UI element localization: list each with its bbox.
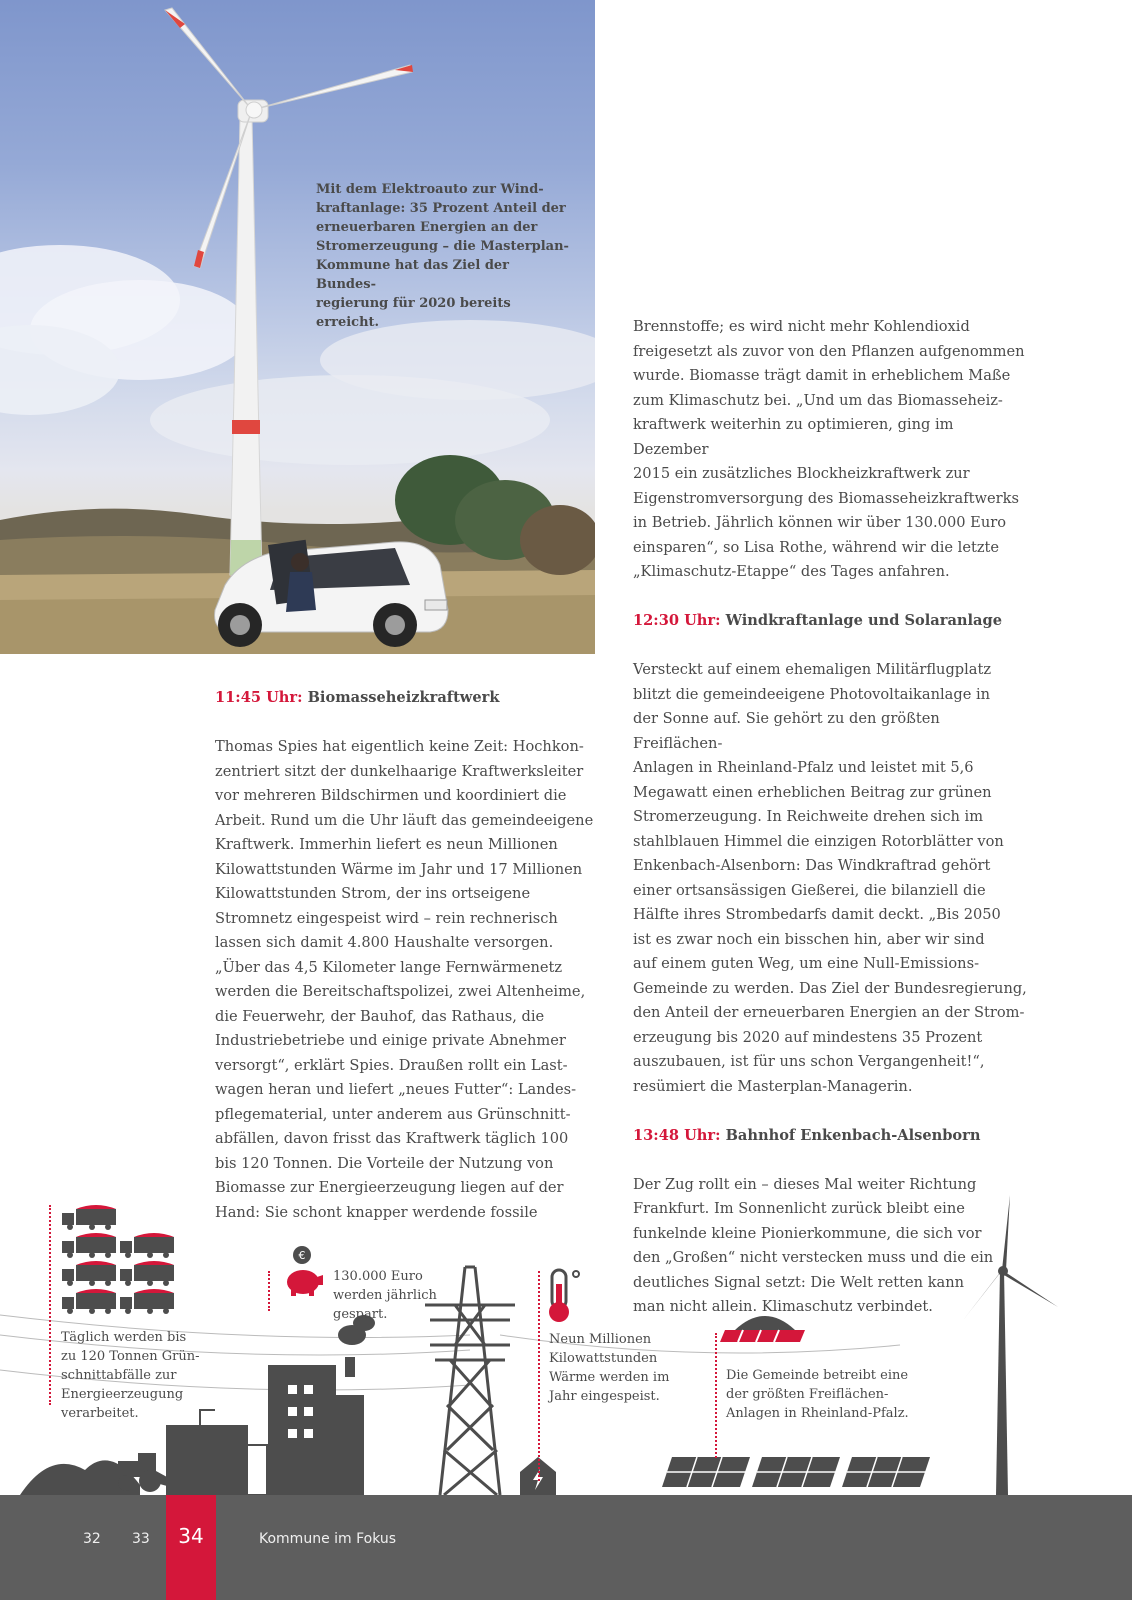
heading-title: Windkraftanlage und Solaranlage [720,612,1003,629]
thermometer-icon [549,1270,579,1322]
right-column [633,315,1033,1320]
section-heading-wind-solar [633,609,1033,634]
savings-label: 130.000 Euro werden jährlich gespart. [333,1269,437,1322]
heading-time: 11:45 Uhr: [215,689,303,706]
section-heading-biomass [215,686,605,711]
page-number-link[interactable]: 33 [132,1531,150,1547]
current-page-number: 34 [166,1495,216,1600]
biomass-body: Thomas Spies hat eigentlich keine Zeit: Hochkon- zentriert sitzt der dunkelhaarige Kraftwerksleiter vor mehreren Bildschirmen und koordiniert die Arbeit. Rund um die Uhr läuft das gemeindeeigene Kraftwerk. Immerhin liefert es neun Millionen Kilowattstunden Wärme im Jahr und 17 Millionen Kilowattstunden Strom, der ins ortseigene Stromnetz eingespeist wird – rein rechnerisch lassen sich damit 4.800 Haushalte versorgen. „Über das 4,5 Kilometer lange Fernwärmenetz werden die Bereitschaftspolizei, zwei Altenheime, die Feuerwehr, der Bauhof, das Rathaus, die Industriebetriebe und einige private Abnehmer versorgt“, erklärt Spies. Draußen rollt ein Last- wagen heran und liefert „neues Futter“: Landes- pflegematerial, unter anderem aus Grünschnitt- abfällen, davon frisst das Kraftwerk täglich 100 bis 120 Tonnen. Die Vorteile der Nutzung von Biomasse zur Energieerzeugung liegen auf der Hand: Sie schont knapper werdende fossile [215,738,594,1221]
hero-photo [0,0,595,654]
page-footer [0,1495,1132,1600]
section-heading-station [633,1124,1033,1149]
dotted-leader [268,1271,270,1311]
infographic [0,1195,1132,1495]
heading-title: Biomasseheizkraftwerk [302,689,500,706]
piggy-bank-icon [287,1246,323,1296]
dotted-leader [49,1205,51,1405]
page-number-link[interactable]: 32 [83,1531,101,1547]
section-title: Kommune im Fokus [259,1531,397,1547]
heading-time: 12:30 Uhr: [633,612,721,629]
station-body: Der Zug rollt ein – dieses Mal weiter Richtung Frankfurt. Im Sonnenlicht zurück bleibt eine funkelnde kleine Pionierkommune, die sich vor den „Großen“ nicht verstecken muss und die ein deutliches Signal setzt: Die Welt retten kann man nicht allein. Klimaschutz verbindet. [633,1175,994,1315]
solar-label: Die Gemeinde betreibt eine der größten Freiflächen- Anlagen in Rheinland-Pfalz. [726,1368,909,1421]
solar-panel-icons [662,1457,930,1487]
wind-solar-body: Versteckt auf einem ehemaligen Militärflugplatz blitzt die gemeindeeigene Photovoltaikanlage in der Sonne auf. Sie gehört zu den größten Freiflächen- Anlagen in Rheinland-Pfalz und leistet mit 5,6 Megawatt einen erheblichen Beitrag zur grünen Stromerzeugung. In Reichweite drehen sich im stahlblauen Himmel die einzigen Rotorblätter von Enkenbach-Alsenborn: Das Windkraftrad gehört einer ortsansässigen Gießerei, die bilanziell die Hälfte ihres Strombedarfs damit deckt. „Bis 2050 ist es zwar noch ein bisschen hin, aber wir sind auf einem guten Weg, um eine Null-Emissions- Gemeinde zu werden. Das Ziel der Bundesregierung, den Anteil der erneuerbaren Energien an der Strom- erzeugung bis 2020 auf mindestens 35 Prozent auszubauen, ist für uns schon Vergangenheit!“, resümiert die Masterplan-Managerin. [633,661,1027,1095]
truck-icons [62,1205,174,1314]
left-column [215,686,605,1225]
heading-title: Bahnhof Enkenbach-Alsenborn [720,1126,981,1144]
solar-hill-icon [720,1316,805,1342]
dotted-leader [538,1271,540,1481]
heat-label: Neun Millionen Kilowattstunden Wärme werden im Jahr eingespeist. [549,1332,670,1404]
intro-body: Brennstoffe; es wird nicht mehr Kohlendioxid freigesetzt als zuvor von den Pflanzen aufgenommen wurde. Biomasse trägt damit in erheblichem Maße zum Klimaschutz bei. „Und um das Biomasseheiz- kraftwerk weiterhin zu optimieren, ging im Dezember 2015 ein zusätzliches Blockheizkraftwerk zur Eigenstromversorgung des Biomasseheizkraftwerks in Betrieb. Jährlich können wir über 130.000 Euro einsparen“, so Lisa Rothe, während wir die letzte „Klimaschutz-Etappe“ des Tages anfahren. [633,318,1025,580]
photo-caption: Mit dem Elektroauto zur Wind- kraftanlage: 35 Prozent Anteil der erneuerbaren Energien an der Stromerzeugung – die Masterplan- Kommune hat das Ziel der Bundes- regierung für 2020 bereits erreicht. [316,182,569,330]
wind-turbine-icon [964,1195,1058,1495]
dotted-leader [715,1333,717,1458]
svg-text:€: € [298,1249,306,1262]
trucks-label: Täglich werden bis zu 120 Tonnen Grün- schnittabfälle zur Energieerzeugung verarbeitet. [61,1330,200,1421]
heading-time: 13:48 Uhr: [633,1126,721,1144]
power-pylon-icon [425,1267,515,1495]
